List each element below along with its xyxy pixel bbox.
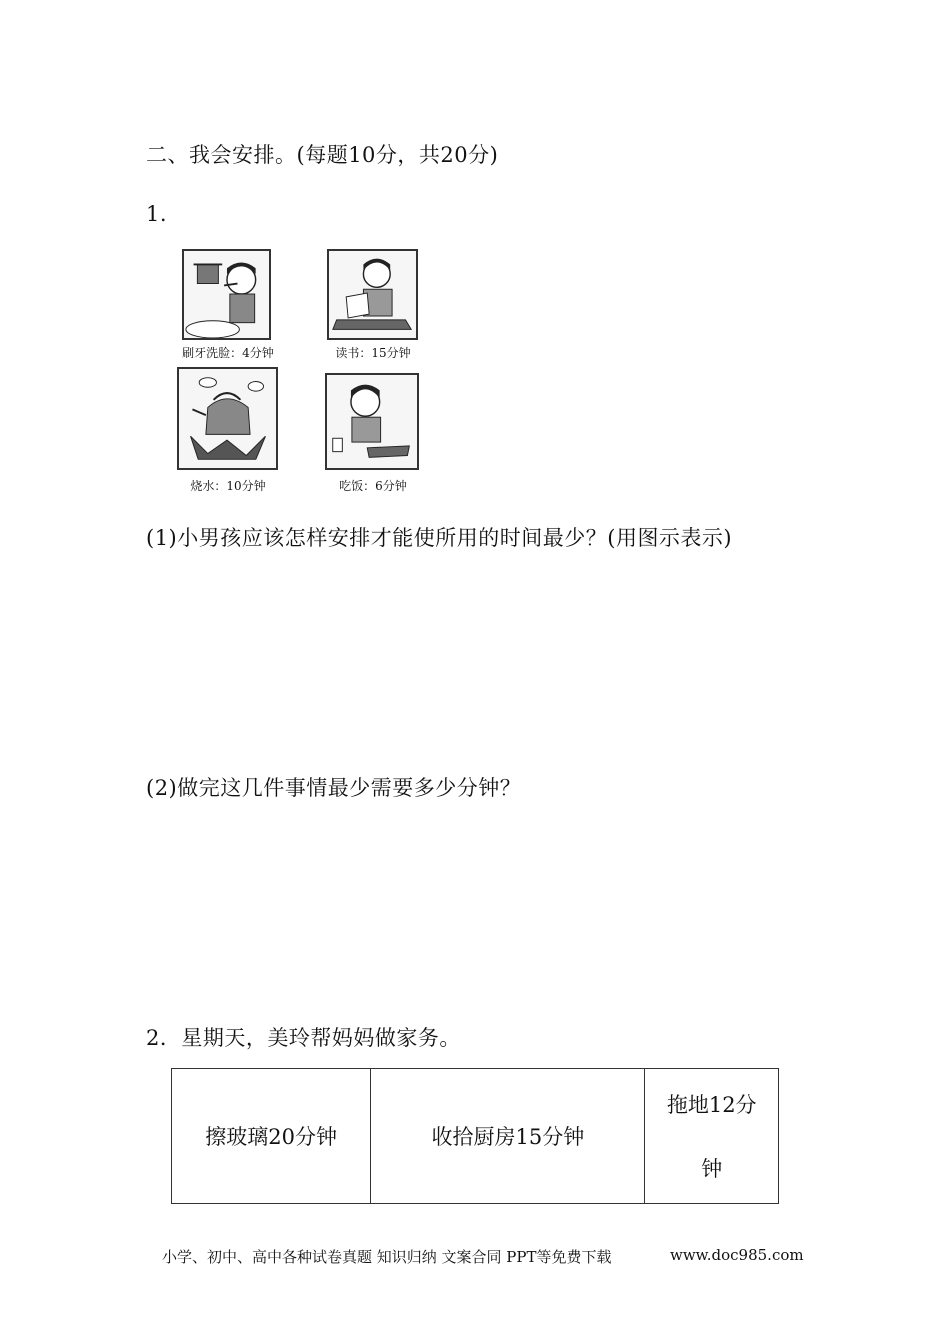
chore-cell-kitchen: 收拾厨房15分钟 — [371, 1069, 645, 1204]
chore-cell-mopping — [645, 1069, 779, 1204]
eating-meal-icon — [325, 373, 419, 470]
question-1-part-2: (2)做完这几件事情最少需要多少分钟？ — [146, 776, 522, 800]
caption-boiling: 烧水：10分钟 — [190, 479, 266, 493]
reading-book-icon — [327, 249, 418, 340]
question-1-part-1: (1)小男孩应该怎样安排才能使所用的时间最少？(用图示表示) — [146, 526, 733, 550]
section-title: 二、我会安排。(每题10分，共20分) — [146, 143, 499, 167]
boiling-water-icon — [177, 367, 278, 470]
chore-cell-mopping-line2: 钟 — [701, 1157, 723, 1181]
brushing-teeth-icon — [182, 249, 271, 340]
chore-cell-windows: 擦玻璃20分钟 — [172, 1069, 371, 1204]
caption-reading: 读书：15分钟 — [335, 346, 411, 360]
question-2: 2．星期天，美玲帮妈妈做家务。 — [146, 1026, 461, 1050]
footer-url: www.doc985.com — [670, 1246, 804, 1264]
question-1-number: 1. — [146, 202, 168, 226]
footer-text: 小学、初中、高中各种试卷真题 知识归纳 文案合同 PPT等免费下载 — [162, 1248, 612, 1266]
caption-brushing: 刷牙洗脸：4分钟 — [182, 346, 274, 360]
chores-table — [171, 1068, 779, 1204]
chore-cell-mopping-line1: 拖地12分 — [666, 1093, 757, 1117]
caption-eating: 吃饭：6分钟 — [339, 479, 407, 493]
